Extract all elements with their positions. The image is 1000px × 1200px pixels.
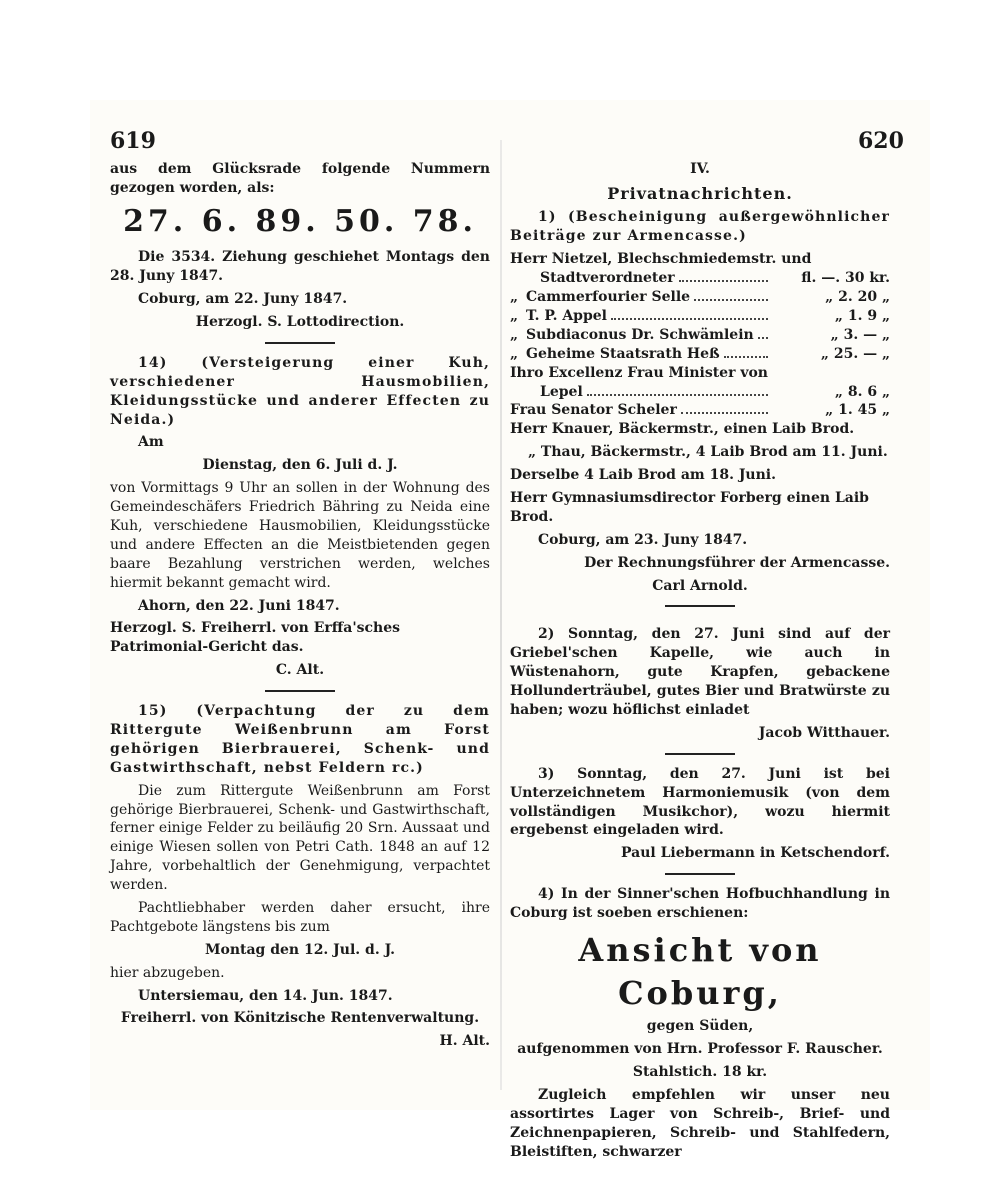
- donation-amount: „ 1. 45 „: [825, 402, 890, 419]
- donor-label: Frau Senator Scheler: [510, 402, 677, 419]
- s2-sign: Jacob Witthauer.: [758, 724, 890, 741]
- donor-row: [510, 288, 890, 307]
- s14-sign: C. Alt.: [275, 662, 325, 679]
- donor-label: Stadtverordneter: [540, 270, 675, 287]
- donor-name: [540, 383, 583, 402]
- donor-row: [510, 250, 890, 269]
- lottery-signature: Herzogl. S. Lottodirection.: [195, 313, 405, 330]
- donor-row: [510, 307, 890, 326]
- s1-heading: 1) (Bescheinigung außergewöhnlicher Beiträge zur Armencasse.): [510, 209, 890, 245]
- dot-leader: [758, 327, 768, 339]
- bread-line-3: Derselbe 4 Laib Brod am 18. Juni.: [510, 467, 776, 484]
- ditto-mark: „: [510, 326, 519, 343]
- donation-amount: „ 1. 9 „: [834, 307, 890, 324]
- donor-label: Geheime Staatsrath Heß: [526, 345, 720, 362]
- donation-amount: „ 8. 6 „: [834, 383, 890, 400]
- donor-name: [540, 269, 675, 288]
- s15-place-date: Untersiemau, den 14. Jun. 1847.: [138, 987, 393, 1004]
- donation-amount: „ 2. 20 „: [825, 289, 890, 306]
- s4-subtitle: gegen Süden,: [646, 1018, 754, 1035]
- divider: [265, 342, 335, 344]
- donor-row: [510, 269, 890, 288]
- s4-body: Zugleich empfehlen wir unser neu assortirtes Lager von Schreib-, Brief- und Zeichnenpapieren, Schreib- und Stahlfedern, Bleistiften, schwarzer: [510, 1087, 890, 1160]
- s15-date: Montag den 12. Jul. d. J.: [204, 941, 395, 958]
- s14-court: Herzogl. S. Freiherrl. von Erffa'sches Patrimonial-Gericht das.: [110, 620, 401, 656]
- left-column: [110, 160, 490, 1055]
- donor-name: [510, 364, 768, 383]
- donor-label: Cammerfourier Selle: [526, 289, 691, 306]
- s3-body: 3) Sonntag, den 27. Juni ist bei Unterzeichnetem Harmoniemusik (von dem vollständigen Musikchor), wozu hiermit ergebenst eingeladen wird.: [510, 765, 890, 839]
- s14-body: von Vormittags 9 Uhr an sollen in der Wohnung des Gemeindeschäfers Friedrich Bähring zu Neida eine Kuh, verschiedene Hausmobilien, Kleidungsstücke und andere Effecten an die Meistbietenden gegen baare Bezahlung verstrichen werden, welches hiermit bekannt gemacht wird.: [110, 480, 490, 591]
- donor-row: [510, 401, 890, 420]
- donor-name: [510, 326, 754, 345]
- s4-price: Stahlstich. 18 kr.: [632, 1064, 768, 1081]
- s15-body: Die zum Rittergute Weißenbrunn am Forst gehörige Bierbrauerei, Schenk- und Gastwirthschaft, ferner einige Felder zu beiläufig 20 Srn. Aussaat und einige Wiesen sollen von Petri Cath. 1848 an auf 12 Jahre, vorbehaltlich der Genehmigung, verpachtet werden.: [110, 782, 490, 894]
- donor-name: [510, 345, 720, 364]
- lottery-next-draw: Die 3534. Ziehung geschiehet Montags den 28. Juny 1847.: [110, 249, 490, 285]
- divider: [665, 873, 735, 875]
- s1-place-date: Coburg, am 23. Juny 1847.: [538, 531, 748, 548]
- bread-line-4: Herr Gymnasiumsdirector Forberg einen Laib Brod.: [510, 489, 869, 525]
- donor-name: [510, 250, 811, 269]
- section-number: IV.: [690, 161, 710, 177]
- s15-sign: H. Alt.: [439, 1033, 490, 1050]
- ditto-mark: „: [510, 307, 519, 324]
- dot-leader: [679, 270, 768, 282]
- s1-office: Der Rechnungsführer der Armencasse.: [584, 554, 890, 571]
- donor-label: Subdiaconus Dr. Schwämlein: [526, 326, 754, 343]
- donor-row: [510, 364, 890, 383]
- ditto-mark: „: [510, 345, 519, 362]
- dot-leader: [611, 308, 768, 320]
- s14-place-date: Ahorn, den 22. Juni 1847.: [138, 597, 340, 614]
- dot-leader: [724, 346, 768, 358]
- donor-name: [510, 307, 607, 326]
- donor-row: [510, 345, 890, 364]
- lottery-numbers: 27. 6. 89. 50. 78.: [123, 203, 477, 239]
- s4-heading: 4) In der Sinner'schen Hofbuchhandlung in Coburg ist soeben erschienen:: [510, 886, 890, 922]
- bread-line-2: „ Thau, Bäckermstr., 4 Laib Brod am 11. Juni.: [528, 444, 888, 461]
- donor-label: Lepel: [540, 383, 583, 400]
- right-column: [510, 160, 890, 1166]
- donor-label: T. P. Appel: [526, 307, 607, 324]
- ditto-mark: „: [510, 289, 519, 306]
- donor-list: [510, 250, 890, 420]
- lottery-intro: aus dem Glücksrade folgende Nummern gezogen worden, als:: [110, 161, 490, 196]
- divider: [665, 753, 735, 755]
- s4-title: Ansicht von Coburg,: [578, 930, 822, 1013]
- donation-amount: fl. —. 30 kr.: [801, 270, 890, 287]
- lottery-place-date: Coburg, am 22. Juny 1847.: [138, 291, 348, 308]
- donor-row: [510, 383, 890, 402]
- divider: [265, 690, 335, 692]
- page-number-left: 619: [110, 128, 156, 154]
- donor-name: [510, 401, 677, 420]
- s14-heading: 14) (Versteigerung einer Kuh, verschiedener Hausmobilien, Kleidungsstücke und anderer Effecten zu Neida.): [110, 354, 490, 428]
- s15-body2: Pachtliebhaber werden daher ersucht, ihre Pachtgebote längstens bis zum: [110, 900, 490, 935]
- section-title: Privatnachrichten.: [607, 183, 793, 203]
- page-number-right: 620: [858, 128, 904, 154]
- donation-amount: „ 25. — „: [820, 345, 890, 362]
- donor-label: Herr Nietzel, Blechschmiedemstr. und: [510, 251, 812, 268]
- s15-heading: 15) (Verpachtung der zu dem Rittergute Weißenbrunn am Forst gehörigen Bierbrauerei, Schenk- und Gastwirthschaft, nebst Feldern rc.): [110, 703, 490, 776]
- s15-office: Freiherrl. von Könitzische Rentenverwaltung.: [120, 1010, 480, 1027]
- donor-name: [510, 288, 690, 307]
- s1-sign: Carl Arnold.: [652, 577, 748, 594]
- bread-line-1: Herr Knauer, Bäckermstr., einen Laib Brod.: [510, 421, 855, 438]
- s2-body: 2) Sonntag, den 27. Juni sind auf der Griebel'schen Kapelle, wie auch in Wüstenahorn, gute Krapfen, gebackene Hollunderträubel, gutes Bier und Bratwürste zu haben; wozu höflichst einladet: [510, 626, 890, 718]
- dot-leader: [694, 289, 768, 301]
- dot-leader: [587, 384, 768, 396]
- donation-amount: „ 3. — „: [830, 326, 890, 343]
- s3-sign: Paul Liebermann in Ketschendorf.: [620, 845, 890, 862]
- s15-submit: hier abzugeben.: [110, 964, 225, 981]
- page-fold: [500, 140, 502, 1090]
- dot-leader: [681, 402, 768, 414]
- s14-date: Dienstag, den 6. Juli d. J.: [202, 457, 398, 474]
- divider: [665, 605, 735, 607]
- donor-label: Ihro Excellenz Frau Minister von: [510, 364, 768, 381]
- s14-am: Am: [138, 434, 164, 451]
- s4-author: aufgenommen von Hrn. Professor F. Rauscher.: [517, 1041, 883, 1058]
- donor-row: [510, 326, 890, 345]
